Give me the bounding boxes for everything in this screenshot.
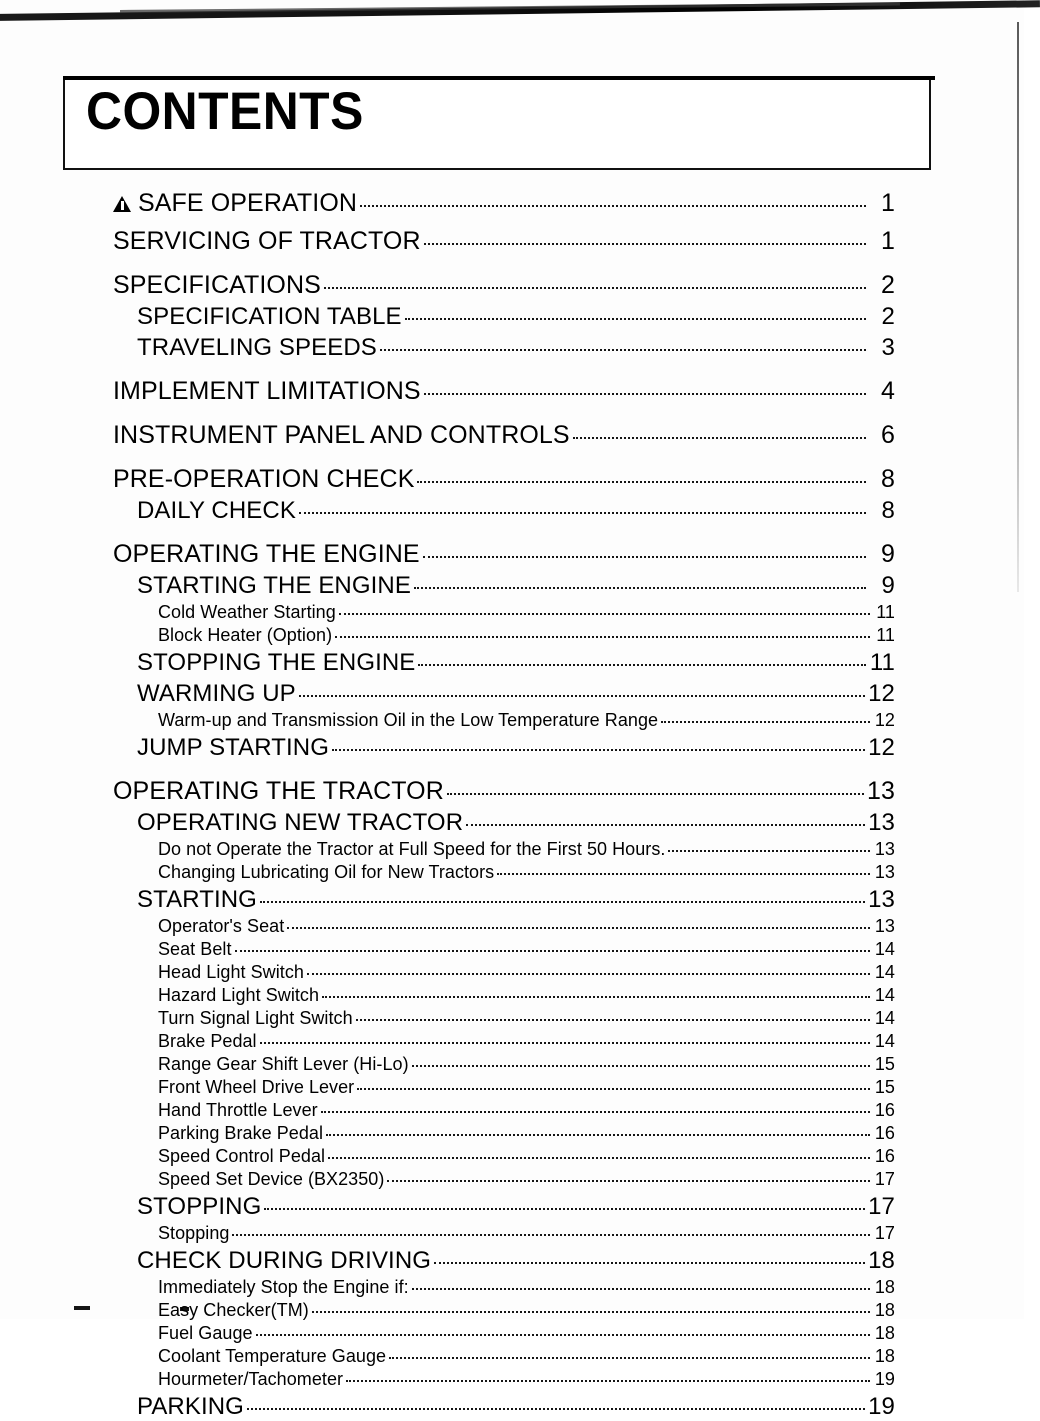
toc-entry-label (158, 1031, 257, 1052)
toc-entry-label (137, 1393, 244, 1421)
contents-title-box (63, 76, 931, 170)
toc-leader-dots (335, 623, 870, 641)
toc-entry-page-number: 13 (874, 839, 895, 859)
toc-entry-page-number: 18 (868, 1247, 895, 1274)
toc-entry-page-number: 12 (874, 710, 895, 730)
toc-entry-label (137, 572, 411, 600)
toc-entry-page-number: 14 (874, 985, 895, 1005)
toc-entry-page-number: 2 (881, 303, 895, 330)
toc-entry-label (158, 625, 332, 646)
toc-entry-page-number: 13 (868, 886, 895, 913)
toc-entry-text: Hazard Light Switch (158, 985, 320, 1005)
toc-entry-text: STOPPING (137, 1193, 262, 1220)
toc-entry[interactable] (0, 1098, 1024, 1121)
toc-entry-page-number: 9 (881, 572, 895, 599)
toc-entry-label (113, 777, 444, 806)
toc-entry-label (158, 1054, 409, 1075)
toc-entry-page-number: 16 (874, 1123, 895, 1143)
toc-entry[interactable] (0, 1029, 1024, 1052)
toc-leader-dots (356, 1006, 870, 1024)
toc-entry-text: JUMP STARTING (137, 734, 329, 761)
toc-entry[interactable] (0, 300, 1024, 331)
toc-entry-text: Stopping (158, 1223, 230, 1243)
toc-leader-dots (299, 677, 865, 701)
toc-leader-dots (424, 374, 866, 399)
toc-entry-page-number: 12 (868, 680, 895, 707)
toc-entry-page-number: 18 (874, 1277, 895, 1297)
toc-leader-dots (412, 1275, 870, 1293)
toc-entry-label (158, 602, 336, 623)
toc-leader-dots (380, 331, 866, 355)
toc-entry[interactable] (0, 837, 1024, 860)
toc-entry-label (158, 862, 494, 883)
toc-entry[interactable] (0, 860, 1024, 883)
toc-entry-label (158, 1100, 318, 1121)
toc-entry[interactable] (0, 646, 1024, 677)
table-of-contents (0, 186, 1024, 1421)
toc-leader-dots (424, 224, 866, 249)
toc-leader-dots (405, 300, 866, 324)
toc-entry-label (158, 1369, 343, 1390)
toc-entry-text: Head Light Switch (158, 962, 304, 982)
toc-entry[interactable] (0, 1121, 1024, 1144)
toc-leader-dots (360, 186, 866, 211)
toc-entry-label (158, 916, 284, 937)
toc-entry-label (113, 540, 420, 569)
toc-entry-text: STARTING (137, 886, 257, 913)
toc-entry-text: Do not Operate the Tractor at Full Speed for the First 50 Hours. (158, 839, 666, 859)
toc-leader-dots (387, 1167, 870, 1185)
toc-entry-page-number: 4 (880, 377, 895, 405)
toc-entry-label (158, 1169, 384, 1190)
toc-entry-label (158, 939, 232, 960)
toc-entry-label (137, 334, 377, 362)
toc-entry-text: Easy Checker(TM) (158, 1300, 309, 1320)
toc-entry-text: Parking Brake Pedal (158, 1123, 324, 1143)
toc-entry[interactable] (0, 1344, 1024, 1367)
toc-entry[interactable] (0, 937, 1024, 960)
toc-entry-label (137, 886, 257, 914)
toc-entry-page-number: 17 (874, 1169, 895, 1189)
toc-entry-label (158, 1346, 386, 1367)
toc-leader-dots (287, 914, 870, 932)
toc-entry[interactable] (0, 494, 1024, 525)
toc-entry[interactable] (0, 806, 1024, 837)
toc-entry-label (137, 303, 402, 331)
toc-leader-dots (260, 883, 865, 907)
toc-entry-page-number: 6 (880, 421, 895, 449)
toc-entry-text: IMPLEMENT LIMITATIONS (113, 377, 421, 405)
toc-entry-label (158, 962, 304, 983)
toc-entry-page-number: 14 (874, 1031, 895, 1051)
toc-entry-page-number: 14 (874, 962, 895, 982)
toc-entry[interactable] (0, 1321, 1024, 1344)
toc-leader-dots (260, 1029, 870, 1047)
toc-entry-text: Cold Weather Starting (158, 602, 336, 622)
toc-entry-label (158, 1277, 409, 1298)
toc-entry-page-number: 13 (874, 916, 895, 936)
toc-leader-dots (326, 1121, 870, 1139)
toc-leader-dots (256, 1321, 870, 1339)
toc-entry-text: Hand Throttle Lever (158, 1100, 318, 1120)
toc-leader-dots (466, 806, 865, 830)
toc-entry-label (158, 985, 319, 1006)
toc-entry-page-number: 13 (868, 809, 895, 836)
toc-entry[interactable] (0, 600, 1024, 623)
toc-entry-page-number: 11 (876, 602, 895, 622)
toc-entry-page-number: 17 (874, 1223, 895, 1243)
toc-entry[interactable] (0, 677, 1024, 708)
toc-entry-page-number: 19 (868, 1393, 895, 1420)
toc-leader-dots (321, 1098, 870, 1116)
toc-entry[interactable] (0, 1275, 1024, 1298)
toc-entry[interactable] (0, 623, 1024, 646)
toc-entry-label (158, 1223, 229, 1244)
toc-entry[interactable] (0, 1244, 1024, 1275)
toc-leader-dots (357, 1075, 870, 1093)
toc-leader-dots (307, 960, 870, 978)
toc-entry-text: Changing Lubricating Oil for New Tractors (158, 862, 495, 882)
toc-entry-page-number: 18 (874, 1300, 895, 1320)
toc-leader-dots (299, 494, 866, 518)
toc-leader-dots (264, 1190, 865, 1214)
toc-entry-page-number: 9 (880, 540, 895, 568)
toc-leader-dots (447, 774, 864, 799)
toc-entry-label (113, 421, 570, 450)
toc-entry-text: DAILY CHECK (137, 497, 296, 524)
toc-entry-page-number: 8 (880, 465, 895, 493)
toc-entry-text: Speed Control Pedal (158, 1146, 326, 1166)
toc-entry[interactable] (0, 914, 1024, 937)
toc-leader-dots (423, 537, 866, 562)
toc-leader-dots (312, 1298, 870, 1316)
toc-leader-dots (668, 837, 870, 855)
toc-entry-text: Coolant Temperature Gauge (158, 1346, 387, 1366)
toc-entry-page-number: 16 (874, 1146, 895, 1166)
toc-entry-text: INSTRUMENT PANEL AND CONTROLS (113, 421, 570, 449)
toc-entry-text: STARTING THE ENGINE (137, 572, 411, 599)
toc-entry-label (137, 1193, 261, 1221)
toc-entry-label (158, 1123, 323, 1144)
toc-entry-page-number: 11 (876, 625, 895, 645)
toc-entry-label (158, 1008, 353, 1029)
toc-entry[interactable] (0, 1052, 1024, 1075)
toc-entry[interactable] (0, 374, 1024, 406)
toc-entry-page-number: 17 (868, 1193, 895, 1220)
toc-entry-label (158, 839, 665, 860)
toc-entry-text: CHECK DURING DRIVING (137, 1247, 432, 1274)
toc-entry-page-number: 16 (874, 1100, 895, 1120)
toc-entry-label (158, 1323, 253, 1344)
toc-leader-dots (324, 268, 866, 293)
toc-entry-label (113, 377, 421, 406)
toc-entry[interactable] (0, 1144, 1024, 1167)
toc-entry-text: SAFE OPERATION (138, 189, 358, 217)
toc-entry[interactable] (0, 418, 1024, 450)
toc-entry-page-number: 15 (874, 1054, 895, 1074)
toc-leader-dots (497, 860, 870, 878)
toc-leader-dots (417, 462, 866, 487)
toc-entry[interactable] (0, 960, 1024, 983)
toc-entry-page-number: 13 (874, 862, 895, 882)
toc-entry-page-number: 8 (881, 497, 895, 524)
toc-leader-dots (235, 937, 871, 955)
toc-entry[interactable] (0, 186, 1024, 218)
toc-leader-dots (434, 1244, 865, 1268)
toc-entry[interactable] (0, 708, 1024, 731)
toc-entry-label (137, 497, 296, 525)
toc-leader-dots (322, 983, 870, 1001)
toc-entry-page-number: 2 (880, 271, 895, 299)
toc-entry-text: Front Wheel Drive Lever (158, 1077, 355, 1097)
toc-entry-label (158, 1077, 354, 1098)
toc-entry[interactable] (0, 1298, 1024, 1321)
toc-entry-page-number: 1 (880, 189, 895, 217)
toc-entry[interactable] (0, 331, 1024, 362)
toc-entry-label (113, 271, 321, 300)
toc-entry-text: Immediately Stop the Engine if: (158, 1277, 409, 1297)
toc-entry-text: PRE-OPERATION CHECK (113, 465, 415, 493)
toc-entry-page-number: 14 (874, 1008, 895, 1028)
toc-entry-label (113, 465, 414, 494)
toc-entry[interactable] (0, 983, 1024, 1006)
toc-leader-dots (661, 708, 870, 726)
toc-entry[interactable] (0, 1167, 1024, 1190)
toc-entry-page-number: 18 (874, 1346, 895, 1366)
toc-entry[interactable] (0, 1006, 1024, 1029)
toc-entry-label (113, 189, 357, 218)
toc-entry-page-number: 11 (869, 649, 895, 676)
toc-entry[interactable] (0, 1190, 1024, 1221)
toc-entry-text: Seat Belt (158, 939, 232, 959)
toc-entry-label (137, 680, 296, 708)
toc-entry[interactable] (0, 774, 1024, 806)
toc-entry[interactable] (0, 268, 1024, 300)
toc-entry-text: Operator's Seat (158, 916, 285, 936)
toc-entry-page-number: 19 (874, 1369, 895, 1389)
toc-entry-label (137, 649, 415, 677)
toc-entry-page-number: 12 (868, 734, 895, 761)
toc-entry-page-number: 1 (880, 227, 895, 255)
toc-entry[interactable] (0, 537, 1024, 569)
toc-entry-text: Hourmeter/Tachometer (158, 1369, 344, 1389)
toc-entry-page-number: 18 (874, 1323, 895, 1343)
toc-leader-dots (346, 1367, 870, 1385)
toc-entry[interactable] (0, 224, 1024, 256)
toc-entry[interactable] (0, 883, 1024, 914)
toc-entry-text: SERVICING OF TRACTOR (113, 227, 421, 255)
toc-entry-label (137, 809, 463, 837)
toc-leader-dots (339, 600, 870, 618)
toc-entry-page-number: 14 (874, 939, 895, 959)
toc-entry-text: SPECIFICATION TABLE (137, 303, 402, 330)
toc-entry-label (137, 1247, 431, 1275)
toc-entry-label (113, 227, 421, 256)
toc-entry-page-number: 13 (866, 777, 895, 805)
toc-entry[interactable] (0, 1367, 1024, 1390)
toc-entry-text: OPERATING THE TRACTOR (113, 777, 444, 805)
toc-entry[interactable] (0, 1390, 1024, 1421)
toc-entry-text: Block Heater (Option) (158, 625, 333, 645)
toc-entry-text: Brake Pedal (158, 1031, 257, 1051)
toc-leader-dots (247, 1390, 865, 1414)
toc-entry[interactable] (0, 1075, 1024, 1098)
toc-entry-text: OPERATING NEW TRACTOR (137, 809, 464, 836)
toc-entry-label (137, 734, 329, 762)
toc-entry[interactable] (0, 731, 1024, 762)
toc-entry-text: Speed Set Device (BX2350) (158, 1169, 385, 1189)
page-title: CONTENTS (86, 82, 364, 141)
toc-entry-text: Warm-up and Transmission Oil in the Low Temperature Range (158, 710, 659, 730)
toc-leader-dots (573, 418, 866, 443)
toc-entry[interactable] (0, 1221, 1024, 1244)
toc-leader-dots (412, 1052, 870, 1070)
toc-leader-dots (418, 646, 866, 670)
toc-entry-text: Range Gear Shift Lever (Hi-Lo) (158, 1054, 409, 1074)
toc-entry-text: OPERATING THE ENGINE (113, 540, 420, 568)
toc-leader-dots (328, 1144, 870, 1162)
toc-entry-label (158, 710, 658, 731)
toc-entry-page-number: 3 (881, 334, 895, 361)
toc-entry-label (158, 1300, 309, 1321)
toc-entry-text: Fuel Gauge (158, 1323, 253, 1343)
toc-entry-text: TRAVELING SPEEDS (137, 334, 377, 361)
toc-entry-label (158, 1146, 325, 1167)
toc-entry[interactable] (0, 462, 1024, 494)
toc-entry-text: PARKING (137, 1393, 244, 1420)
toc-leader-dots (389, 1344, 870, 1362)
toc-entry-page-number: 15 (874, 1077, 895, 1097)
toc-entry-text: STOPPING THE ENGINE (137, 649, 416, 676)
toc-entry-text: SPECIFICATIONS (113, 271, 321, 299)
toc-entry-text: Turn Signal Light Switch (158, 1008, 353, 1028)
toc-leader-dots (232, 1221, 870, 1239)
toc-entry-text: WARMING UP (137, 680, 296, 707)
toc-entry[interactable] (0, 569, 1024, 600)
toc-leader-dots (332, 731, 865, 755)
warning-triangle-icon (113, 196, 131, 212)
toc-leader-dots (414, 569, 866, 593)
